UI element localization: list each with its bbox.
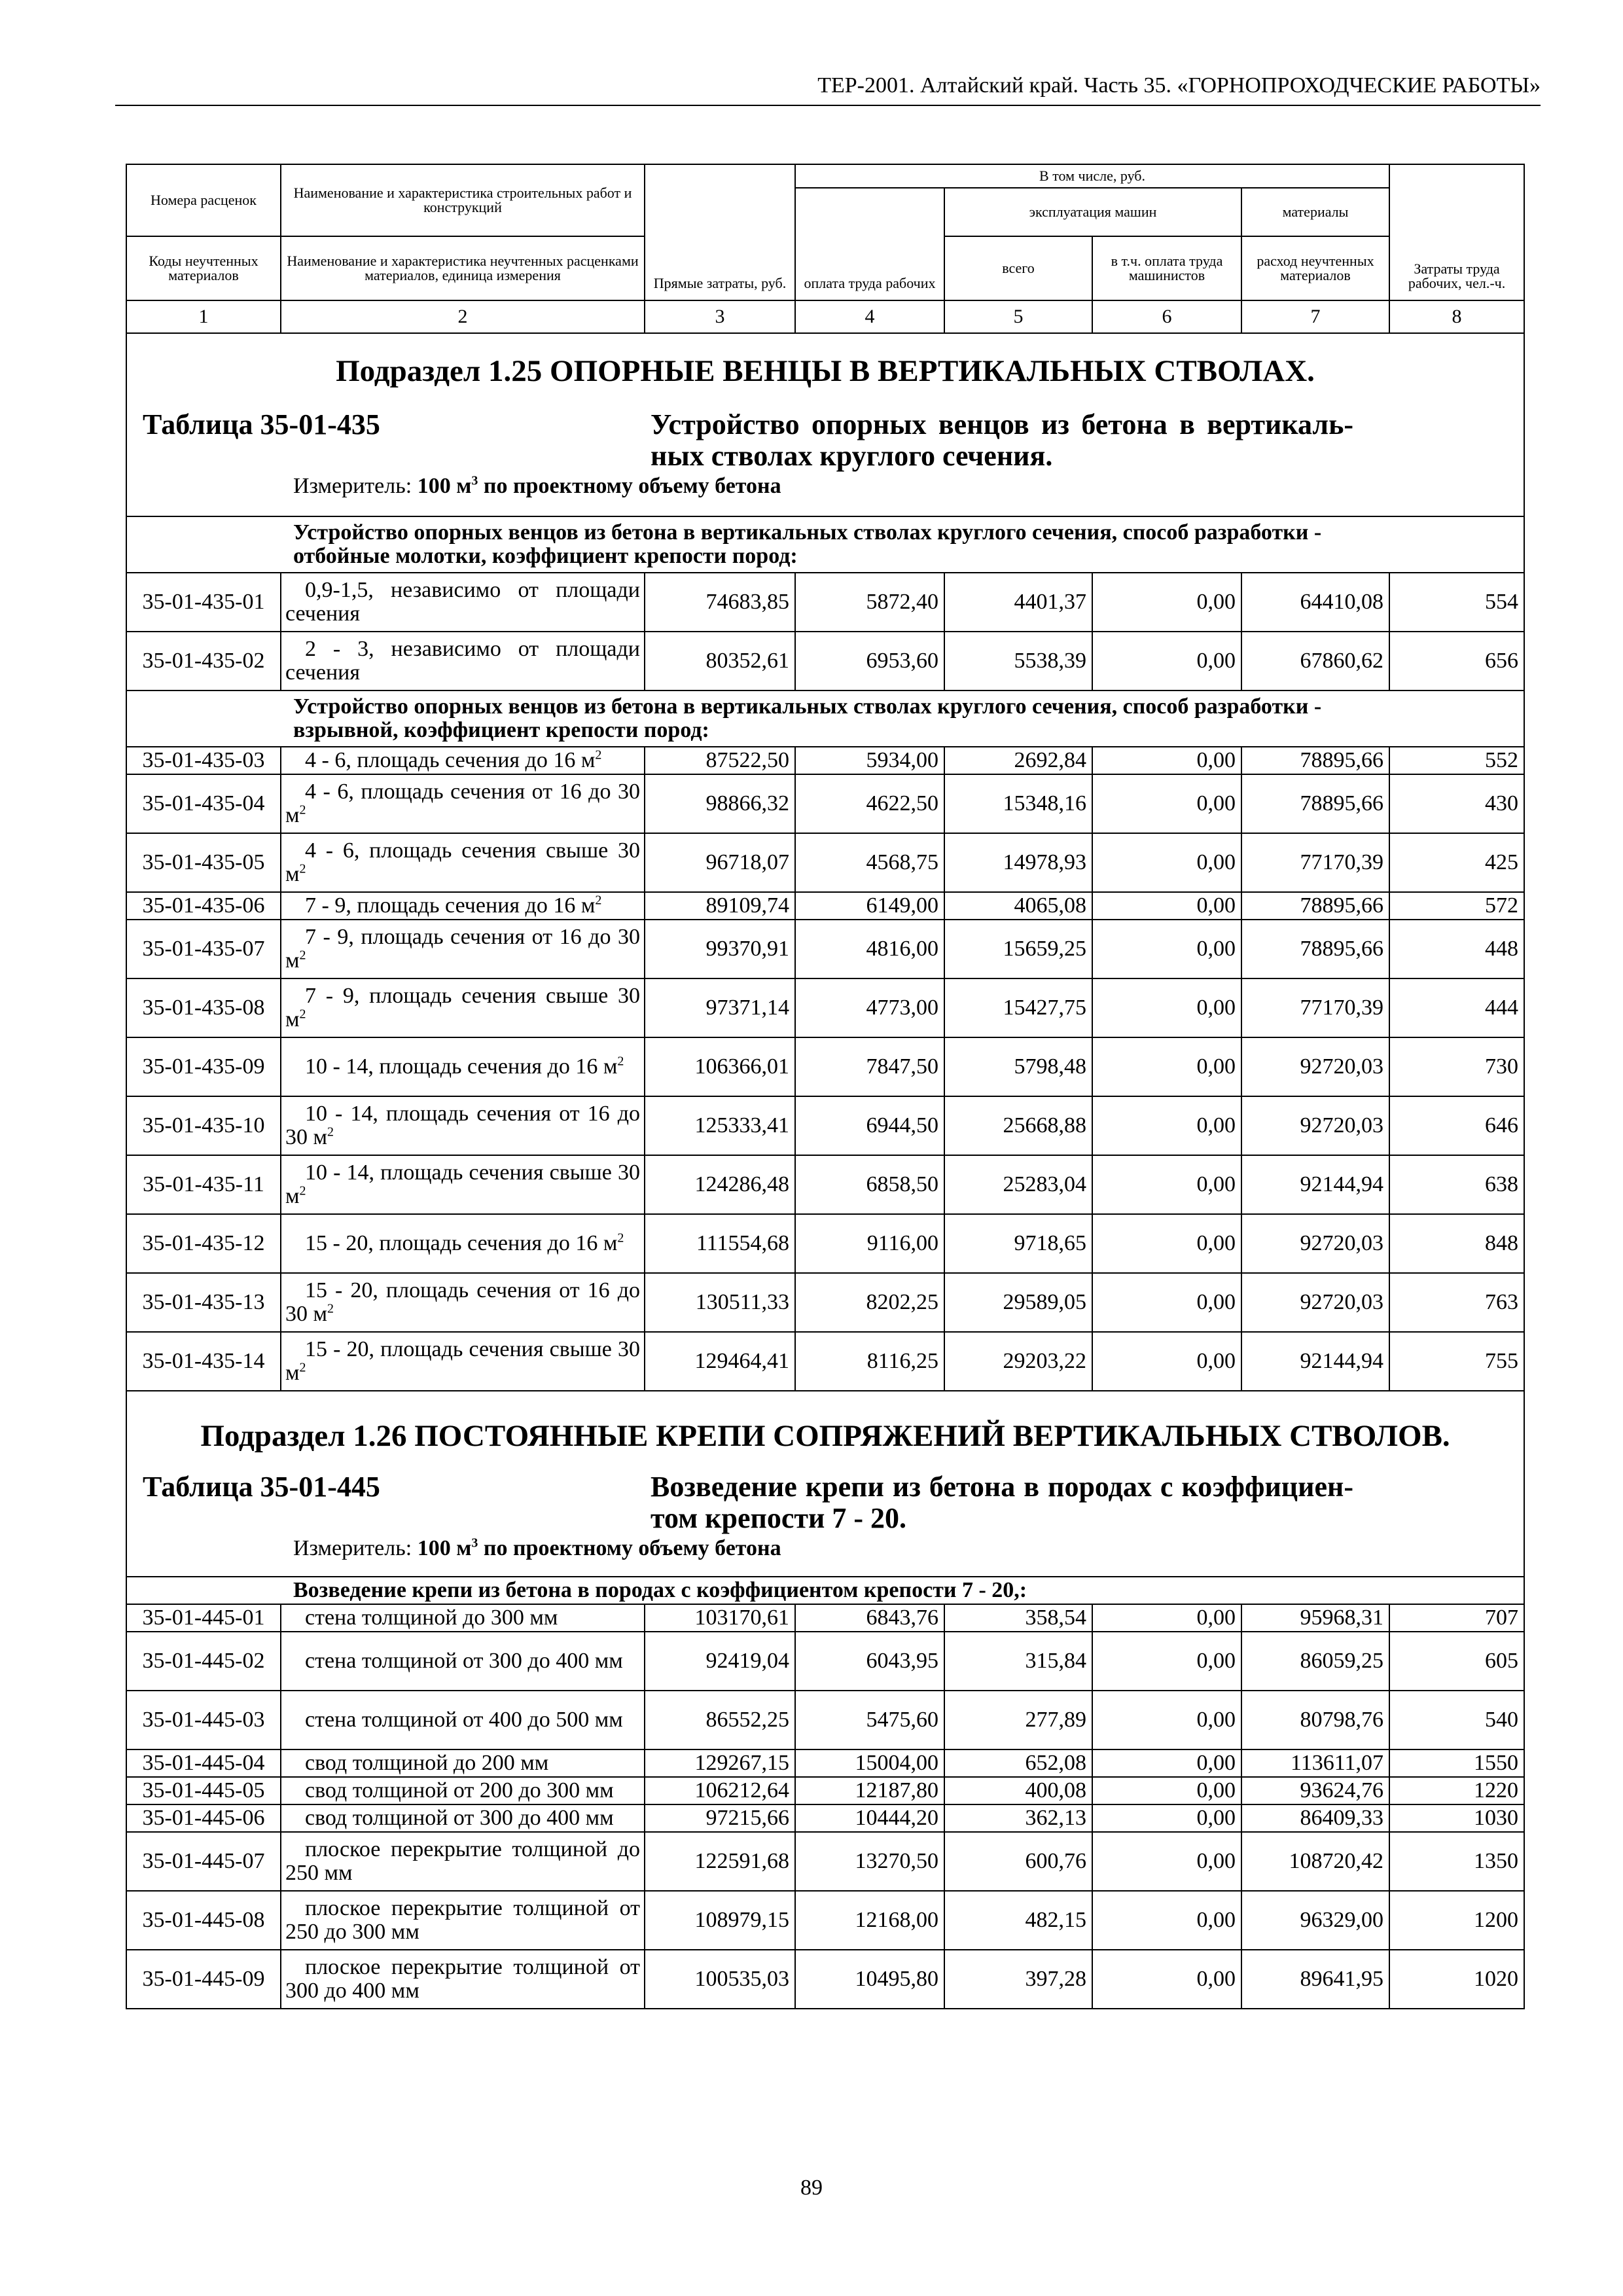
machine-costs: 358,54 [944,1604,1092,1632]
machine-costs: 29203,22 [944,1332,1092,1391]
materials-cost: 92144,94 [1241,1332,1389,1391]
superscript: 2 [595,893,602,908]
materials-cost: 92720,03 [1241,1096,1389,1155]
labor-pay: 7847,50 [795,1037,944,1096]
col-labor-cost: Затраты труда рабочих, чел.-ч. [1389,164,1524,300]
materials-cost: 64410,08 [1241,573,1389,632]
table-heading [127,409,1524,472]
rate-code: 35-01-435-11 [126,1155,281,1214]
direct-costs: 125333,41 [645,1096,795,1155]
labor-pay: 4773,00 [795,978,944,1037]
superscript: 2 [617,1054,624,1069]
machinists-pay: 0,00 [1092,774,1241,833]
table-row [126,892,1524,920]
superscript: 2 [617,1230,624,1246]
rate-code: 35-01-435-10 [126,1096,281,1155]
labor-pay: 13270,50 [795,1832,944,1891]
labor-pay: 10495,80 [795,1950,944,2009]
rate-code: 35-01-435-09 [126,1037,281,1096]
labor-pay: 8116,25 [795,1332,944,1391]
materials-cost: 77170,39 [1241,833,1389,892]
table-row [126,1632,1524,1691]
direct-costs: 87522,50 [645,747,795,774]
col-name-top: Наименование и характеристика строительных работ и конструкций [281,164,645,236]
work-name: 15 - 20, площадь сечения до 16 $м^2$ [281,1214,645,1273]
machine-costs: 397,28 [944,1950,1092,2009]
machinists-pay: 0,00 [1092,1214,1241,1273]
machinists-pay: 0,00 [1092,1037,1241,1096]
labor-hours: 1550 [1389,1749,1524,1777]
superscript: 2 [299,1007,306,1022]
labor-hours: 572 [1389,892,1524,920]
labor-hours: 730 [1389,1037,1524,1096]
table-row [126,1749,1524,1777]
materials-cost: 92720,03 [1241,1273,1389,1332]
materials-cost: 93624,76 [1241,1777,1389,1804]
col-codes-bottom: Коды неучтенных материалов [126,236,281,300]
direct-costs: 98866,32 [645,774,795,833]
col-number: 8 [1389,300,1524,333]
rate-code: 35-01-445-06 [126,1804,281,1832]
machinists-pay: 0,00 [1092,892,1241,920]
work-name: 15 - 20, площадь сечения от 16 до 30 $м^2$ [281,1273,645,1332]
col-number: 5 [944,300,1092,333]
materials-cost: 78895,66 [1241,892,1389,920]
labor-pay: 4622,50 [795,774,944,833]
table-code: Таблица 35-01-435 [143,408,380,440]
machinists-pay: 0,00 [1092,1632,1241,1691]
work-name: 4 - 6, площадь сечения до 16 $м^2$ [281,747,645,774]
rate-code: 35-01-435-07 [126,920,281,978]
subsection-title: Подраздел 1.25 ОПОРНЫЕ ВЕНЦЫ В ВЕРТИКАЛЬНЫХ СТВОЛАХ. [336,354,1315,388]
superscript: 2 [595,747,602,762]
rate-code: 35-01-435-01 [126,573,281,632]
machine-costs: 600,76 [944,1832,1092,1891]
rate-code: 35-01-435-04 [126,774,281,833]
work-name: стена толщиной от 400 до 500 мм [281,1691,645,1749]
superscript: 2 [299,861,306,876]
labor-hours: 448 [1389,920,1524,978]
work-name: плоское перекрытие толщиной от 250 до 300 мм [281,1891,645,1950]
work-name: свод толщиной от 300 до 400 мм [281,1804,645,1832]
labor-hours: 1030 [1389,1804,1524,1832]
machinists-pay: 0,00 [1092,1950,1241,2009]
materials-cost: 92720,03 [1241,1214,1389,1273]
labor-pay: 8202,25 [795,1273,944,1332]
direct-costs: 92419,04 [645,1632,795,1691]
table-row [126,1777,1524,1804]
labor-pay: 5475,60 [795,1691,944,1749]
rate-code: 35-01-445-07 [126,1832,281,1891]
rate-code: 35-01-445-01 [126,1604,281,1632]
machine-costs: 362,13 [944,1804,1092,1832]
labor-pay: 10444,20 [795,1804,944,1832]
machinists-pay: 0,00 [1092,1096,1241,1155]
table-row [126,573,1524,632]
labor-pay: 5934,00 [795,747,944,774]
labor-hours: 755 [1389,1332,1524,1391]
machinists-pay: 0,00 [1092,1155,1241,1214]
labor-pay: 6149,00 [795,892,944,920]
table-row [126,833,1524,892]
machinists-pay: 0,00 [1092,1777,1241,1804]
materials-cost: 86059,25 [1241,1632,1389,1691]
materials-cost: 78895,66 [1241,920,1389,978]
direct-costs: 124286,48 [645,1155,795,1214]
rate-code: 35-01-445-05 [126,1777,281,1804]
work-name: плоское перекрытие толщиной от 300 до 400 мм [281,1950,645,2009]
labor-pay: 6858,50 [795,1155,944,1214]
table-description: Возведение крепи из бетона в породах с коэффициен-том крепости 7 - 20. [651,1471,1354,1534]
work-name: 7 - 9, площадь сечения до 16 $м^2$ [281,892,645,920]
subsection-title: Подраздел 1.26 ПОСТОЯННЫЕ КРЕПИ СОПРЯЖЕНИЙ ВЕРТИКАЛЬНЫХ СТВОЛОВ. [200,1419,1450,1453]
table-row [126,1214,1524,1273]
machine-costs: 5798,48 [944,1037,1092,1096]
machine-costs: 25668,88 [944,1096,1092,1155]
superscript: 2 [299,1183,306,1198]
machinists-pay: 0,00 [1092,1691,1241,1749]
work-name: 4 - 6, площадь сечения свыше 30 $м^2$ [281,833,645,892]
direct-costs: 103170,61 [645,1604,795,1632]
labor-pay: 12168,00 [795,1891,944,1950]
subsection-block [126,333,1524,516]
labor-hours: 552 [1389,747,1524,774]
machinists-pay: 0,00 [1092,978,1241,1037]
table-row [126,1804,1524,1832]
group-heading: Устройство опорных венцов из бетона в вертикальных стволах круглого сечения, способ разработки - взрывной, коэффициент крепости пород: [126,691,1524,747]
machinists-pay: 0,00 [1092,1891,1241,1950]
machinists-pay: 0,00 [1092,1273,1241,1332]
direct-costs: 80352,61 [645,632,795,691]
materials-cost: 80798,76 [1241,1691,1389,1749]
work-name: 7 - 9, площадь сечения свыше 30 $м^2$ [281,978,645,1037]
work-name: 2 - 3, независимо от площади сечения [281,632,645,691]
table-code: Таблица 35-01-445 [143,1471,380,1503]
table-row [126,632,1524,691]
price-table [126,164,1525,2009]
col-name-bottom: Наименование и характеристика неучтенных расценками материалов, единица измерения [281,236,645,300]
superscript: 2 [299,802,306,817]
labor-hours: 848 [1389,1214,1524,1273]
table-row [126,1950,1524,2009]
work-name: плоское перекрытие толщиной до 250 мм [281,1832,645,1891]
materials-cost: 86409,33 [1241,1804,1389,1832]
work-name: 4 - 6, площадь сечения от 16 до 30 $м^2$ [281,774,645,833]
machinists-pay: 0,00 [1092,1832,1241,1891]
col-number: 2 [281,300,645,333]
page-number: 89 [800,2176,823,2200]
labor-hours: 656 [1389,632,1524,691]
col-machines-total: всего [944,236,1092,300]
work-name: 15 - 20, площадь сечения свыше 30 $м^2$ [281,1332,645,1391]
rate-code: 35-01-435-14 [126,1332,281,1391]
rate-code: 35-01-435-12 [126,1214,281,1273]
superscript: 2 [327,1124,334,1139]
col-number: 6 [1092,300,1241,333]
direct-costs: 97215,66 [645,1804,795,1832]
labor-hours: 1020 [1389,1950,1524,2009]
table-row [126,1891,1524,1950]
machinists-pay: 0,00 [1092,1604,1241,1632]
direct-costs: 99370,91 [645,920,795,978]
direct-costs: 96718,07 [645,833,795,892]
table-row [126,920,1524,978]
table-row [126,978,1524,1037]
running-header: ТЕР-2001. Алтайский край. Часть 35. «ГОРНОПРОХОДЧЕСКИЕ РАБОТЫ» [817,73,1541,98]
superscript: 2 [327,1301,334,1316]
rate-code: 35-01-435-08 [126,978,281,1037]
direct-costs: 86552,25 [645,1691,795,1749]
rate-code: 35-01-445-08 [126,1891,281,1950]
col-codes-top: Номера расценок [126,164,281,236]
machine-costs: 315,84 [944,1632,1092,1691]
superscript: 2 [299,948,306,963]
machine-costs: 652,08 [944,1749,1092,1777]
rate-code: 35-01-435-05 [126,833,281,892]
machine-costs: 14978,93 [944,833,1092,892]
col-number: 4 [795,300,944,333]
materials-cost: 108720,42 [1241,1832,1389,1891]
work-name: 0,9-1,5, независимо от площади сечения [281,573,645,632]
direct-costs: 129464,41 [645,1332,795,1391]
labor-pay: 12187,80 [795,1777,944,1804]
labor-pay: 9116,00 [795,1214,944,1273]
labor-pay: 4568,75 [795,833,944,892]
work-name: стена толщиной от 300 до 400 мм [281,1632,645,1691]
materials-cost: 77170,39 [1241,978,1389,1037]
machine-costs: 15348,16 [944,774,1092,833]
rate-code: 35-01-445-09 [126,1950,281,2009]
labor-hours: 763 [1389,1273,1524,1332]
labor-hours: 1350 [1389,1832,1524,1891]
machine-costs: 15427,75 [944,978,1092,1037]
machinists-pay: 0,00 [1092,1332,1241,1391]
labor-hours: 540 [1389,1691,1524,1749]
table-row [126,1273,1524,1332]
labor-hours: 638 [1389,1155,1524,1214]
labor-hours: 425 [1389,833,1524,892]
group-heading: Устройство опорных венцов из бетона в вертикальных стволах круглого сечения, способ разработки - отбойные молотки, коэффициент крепости пород: [126,516,1524,573]
labor-hours: 1200 [1389,1891,1524,1950]
labor-pay: 6843,76 [795,1604,944,1632]
labor-hours: 1220 [1389,1777,1524,1804]
machine-costs: 25283,04 [944,1155,1092,1214]
group-heading: Возведение крепи из бетона в породах с коэффициентом крепости 7 - 20,: [126,1577,1524,1604]
labor-pay: 5872,40 [795,573,944,632]
machinists-pay: 0,00 [1092,747,1241,774]
table-row [126,1155,1524,1214]
direct-costs: 111554,68 [645,1214,795,1273]
machine-costs: 4065,08 [944,892,1092,920]
materials-cost: 92720,03 [1241,1037,1389,1096]
labor-hours: 646 [1389,1096,1524,1155]
table-description: Устройство опорных венцов из бетона в вертикаль-ных стволах круглого сечения. [651,408,1354,472]
direct-costs: 100535,03 [645,1950,795,2009]
machinists-pay: 0,00 [1092,1804,1241,1832]
table-heading [127,1471,1524,1534]
machinists-pay: 0,00 [1092,833,1241,892]
subsection-block [126,1391,1524,1577]
direct-costs: 108979,15 [645,1891,795,1950]
col-machines: эксплуатация машин [944,188,1241,236]
machine-costs: 400,08 [944,1777,1092,1804]
table-row [126,1096,1524,1155]
col-direct-costs: Прямые затраты, руб. [645,164,795,300]
direct-costs: 130511,33 [645,1273,795,1332]
machinists-pay: 0,00 [1092,920,1241,978]
rate-code: 35-01-435-03 [126,747,281,774]
labor-pay: 4816,00 [795,920,944,978]
rate-code: 35-01-445-03 [126,1691,281,1749]
work-name: свод толщиной до 200 мм [281,1749,645,1777]
machinists-pay: 0,00 [1092,632,1241,691]
table-row [126,747,1524,774]
labor-hours: 707 [1389,1604,1524,1632]
work-name: 10 - 14, площадь сечения до 16 $м^2$ [281,1037,645,1096]
machinists-pay: 0,00 [1092,573,1241,632]
work-name: стена толщиной до 300 мм [281,1604,645,1632]
labor-pay: 6944,50 [795,1096,944,1155]
table-row [126,1832,1524,1891]
materials-cost: 67860,62 [1241,632,1389,691]
direct-costs: 74683,85 [645,573,795,632]
rate-code: 35-01-435-13 [126,1273,281,1332]
labor-hours: 444 [1389,978,1524,1037]
rate-code: 35-01-445-04 [126,1749,281,1777]
machine-costs: 277,89 [944,1691,1092,1749]
direct-costs: 106366,01 [645,1037,795,1096]
unit-of-measure: Измеритель: 100 $м^3$ по проектному объему бетона [293,473,781,498]
col-number: 3 [645,300,795,333]
labor-pay: 6043,95 [795,1632,944,1691]
col-number: 7 [1241,300,1389,333]
col-machinists-pay: в т.ч. оплата труда машинистов [1092,236,1241,300]
header-rule [115,105,1541,106]
machine-costs: 482,15 [944,1891,1092,1950]
superscript: 2 [299,1360,306,1375]
machine-costs: 29589,05 [944,1273,1092,1332]
work-name: 10 - 14, площадь сечения свыше 30 $м^2$ [281,1155,645,1214]
rate-code: 35-01-445-02 [126,1632,281,1691]
machine-costs: 4401,37 [944,573,1092,632]
table-row [126,1604,1524,1632]
materials-cost: 113611,07 [1241,1749,1389,1777]
labor-hours: 430 [1389,774,1524,833]
direct-costs: 122591,68 [645,1832,795,1891]
work-name: 7 - 9, площадь сечения от 16 до 30 $м^2$ [281,920,645,978]
labor-pay: 6953,60 [795,632,944,691]
col-in-total: В том числе, руб. [795,164,1389,188]
labor-hours: 605 [1389,1632,1524,1691]
labor-pay: 15004,00 [795,1749,944,1777]
direct-costs: 89109,74 [645,892,795,920]
labor-hours: 554 [1389,573,1524,632]
machine-costs: 9718,65 [944,1214,1092,1273]
machine-costs: 15659,25 [944,920,1092,978]
unit-of-measure: Измеритель: 100 $м^3$ по проектному объему бетона [293,1535,781,1560]
materials-cost: 78895,66 [1241,774,1389,833]
direct-costs: 129267,15 [645,1749,795,1777]
table-row [126,774,1524,833]
materials-cost: 89641,95 [1241,1950,1389,2009]
work-name: 10 - 14, площадь сечения от 16 до 30 $м^2$ [281,1096,645,1155]
table-row [126,1037,1524,1096]
materials-cost: 92144,94 [1241,1155,1389,1214]
rate-code: 35-01-435-02 [126,632,281,691]
machine-costs: 5538,39 [944,632,1092,691]
materials-cost: 78895,66 [1241,747,1389,774]
col-labor-pay: оплата труда рабочих [795,188,944,300]
col-materials-unaccounted: расход неучтенных материалов [1241,236,1389,300]
direct-costs: 97371,14 [645,978,795,1037]
col-materials: материалы [1241,188,1389,236]
table-row [126,1332,1524,1391]
materials-cost: 95968,31 [1241,1604,1389,1632]
machinists-pay: 0,00 [1092,1749,1241,1777]
machine-costs: 2692,84 [944,747,1092,774]
work-name: свод толщиной от 200 до 300 мм [281,1777,645,1804]
rate-code: 35-01-435-06 [126,892,281,920]
direct-costs: 106212,64 [645,1777,795,1804]
col-number: 1 [126,300,281,333]
table-row [126,1691,1524,1749]
materials-cost: 96329,00 [1241,1891,1389,1950]
